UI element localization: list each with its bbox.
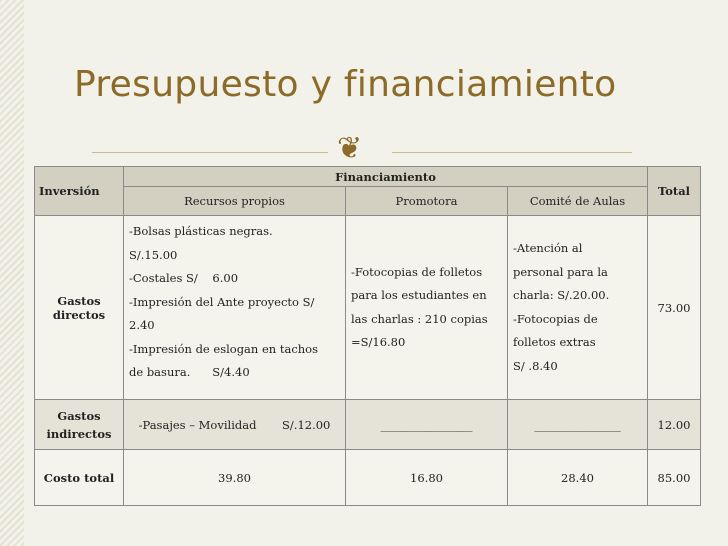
cell-line: -Impresión del Ante proyecto S/ (129, 294, 315, 309)
header-financiamiento: Financiamiento (124, 167, 648, 187)
page-title: Presupuesto y financiamiento (74, 64, 617, 105)
cell-indirectos-promotora: ________________ (346, 400, 508, 450)
cell-directos-total: 73.00 (648, 216, 701, 400)
cell-directos-recursos (124, 216, 346, 400)
cell-line: =S/16.80 (351, 335, 406, 349)
cell-indirectos-total: 12.00 (648, 400, 701, 450)
cell-line: -Impresión de eslogan en tachos (129, 341, 318, 356)
cell-costo-recursos: 39.80 (124, 450, 346, 506)
table-row-costo-total (35, 450, 701, 506)
cell-line: charla: S/.20.00. (513, 288, 610, 302)
ornament-icon: ❦ (337, 131, 363, 166)
cell-costo-promotora: 16.80 (346, 450, 508, 506)
cell-line: 2.40 (129, 318, 155, 332)
cell-costo-total: 85.00 (648, 450, 701, 506)
header-inversion: Inversión (35, 167, 124, 216)
row-label-indirectos: Gastos indirectos (35, 400, 124, 450)
table-row-directos (35, 216, 701, 400)
cell-indirectos-recursos: -Pasajes – Movilidad S/.12.00 (124, 400, 346, 450)
cell-line: personal para la (513, 264, 608, 279)
cell-line: S/ .8.40 (513, 358, 558, 373)
cell-costo-comite: 28.40 (508, 450, 648, 506)
cell-line: de basura. S/4.40 (129, 365, 250, 379)
budget-table (34, 166, 701, 506)
cell-line: para los estudiantes en (351, 288, 487, 302)
cell-line: S/.15.00 (129, 247, 178, 262)
decorative-stripe (0, 0, 24, 546)
divider-right (392, 152, 632, 153)
cell-indirectos-comite: _______________ (508, 400, 648, 450)
row-label-costo-total: Costo total (35, 450, 124, 506)
header-promotora: Promotora (346, 187, 508, 216)
cell-line: -Atención al (513, 241, 583, 255)
cell-line: -Bolsas plásticas negras. (129, 224, 273, 238)
cell-directos-comite (508, 216, 648, 400)
cell-line: las charlas : 210 copias (351, 311, 488, 326)
header-recursos-propios: Recursos propios (124, 187, 346, 216)
cell-line: folletos extras (513, 335, 596, 349)
cell-line: -Fotocopias de folletos (351, 264, 483, 279)
cell-line: -Costales S/ 6.00 (129, 271, 239, 285)
cell-line: -Fotocopias de (513, 311, 598, 326)
cell-directos-promotora (346, 216, 508, 400)
header-comite: Comité de Aulas (508, 187, 648, 216)
row-label-directos: Gastos directos (35, 216, 124, 400)
header-total: Total (648, 167, 701, 216)
divider-left (92, 152, 328, 153)
table-row-indirectos (35, 400, 701, 450)
